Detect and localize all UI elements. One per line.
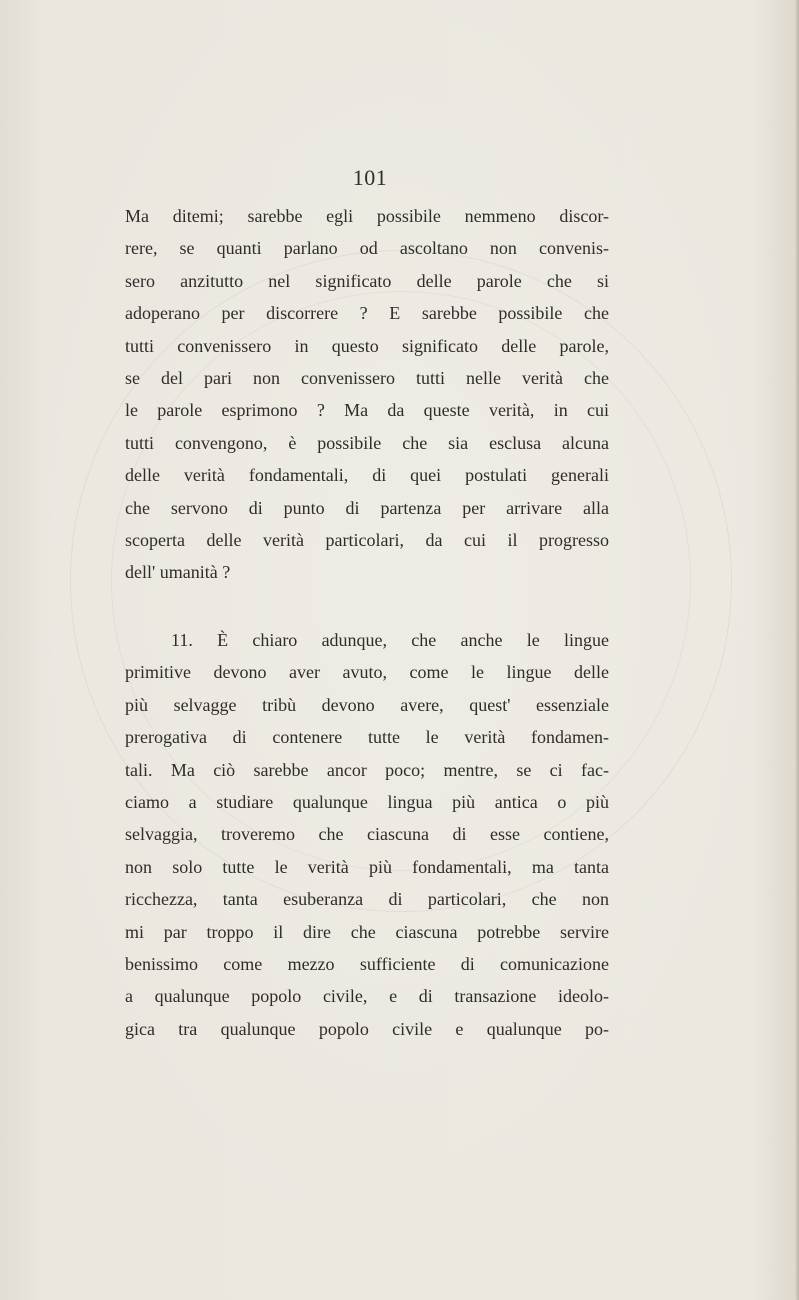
- text-line: mi par troppo il dire che ciascuna potrebbe servire: [125, 921, 609, 942]
- text-line: ricchezza, tanta esuberanza di particolari, che non: [125, 889, 609, 910]
- text-line: delle verità fondamentali, di quei postulati generali: [125, 465, 609, 486]
- text-line: ciamo a studiare qualunque lingua più antica o più: [125, 791, 609, 812]
- paragraph-2: [125, 624, 609, 1045]
- text-line: tutti convengono, è possibile che sia esclusa alcuna: [125, 432, 609, 453]
- text-line: tutti convenissero in questo significato delle parole,: [125, 335, 609, 356]
- page-edge-shadow: [795, 0, 799, 1300]
- text-line: prerogativa di contenere tutte le verità fondamen-: [125, 727, 609, 748]
- text-line: selvaggia, troveremo che ciascuna di esse contiene,: [125, 824, 609, 845]
- text-line: che servono di punto di partenza per arrivare alla: [125, 497, 609, 518]
- text-line: le parole esprimono ? Ma da queste verità, in cui: [125, 400, 609, 421]
- text-line: Ma ditemi; sarebbe egli possibile nemmeno discor-: [125, 206, 609, 226]
- text-line: adoperano per discorrere ? E sarebbe possibile che: [125, 303, 609, 324]
- text-line: se del pari non convenissero tutti nelle verità che: [125, 367, 609, 388]
- text-line: gica tra qualunque popolo civile e qualunque po-: [125, 1018, 609, 1039]
- text-line: rere, se quanti parlano od ascoltano non convenis-: [125, 238, 609, 259]
- text-line: a qualunque popolo civile, e di transazione ideolo-: [125, 986, 609, 1007]
- text-line: benissimo come mezzo sufficiente di comunicazione: [125, 953, 609, 974]
- paragraph-1: [125, 200, 609, 589]
- page-number: 101: [352, 165, 388, 190]
- text-line: non solo tutte le verità più fondamentali, ma tanta: [125, 856, 609, 877]
- text-line: dell' umanità ?: [125, 562, 231, 583]
- text-line: tali. Ma ciò sarebbe ancor poco; mentre, se ci fac-: [125, 759, 609, 780]
- text-line: sero anzitutto nel significato delle parole che si: [125, 270, 609, 291]
- text-line: scoperta delle verità particolari, da cui il progresso: [125, 529, 609, 550]
- text-line: più selvagge tribù devono avere, quest' essenziale: [125, 694, 609, 715]
- text-line: 11. È chiaro adunque, che anche le lingue: [171, 630, 609, 650]
- text-line: primitive devono aver avuto, come le lingue delle: [125, 662, 609, 683]
